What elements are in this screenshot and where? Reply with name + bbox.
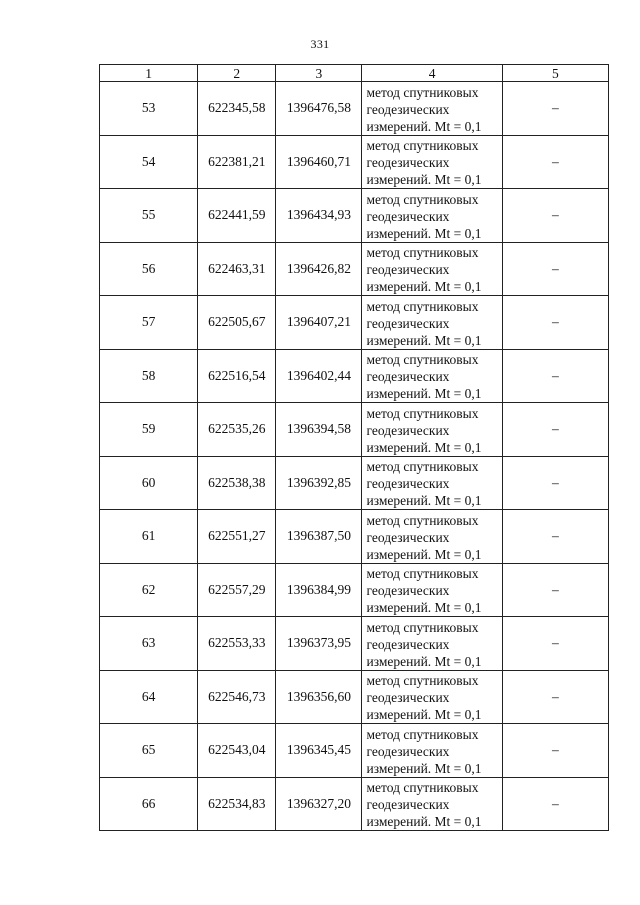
- method-line: измерений. Mt = 0,1: [366, 279, 482, 294]
- method-line: измерений. Mt = 0,1: [366, 493, 482, 508]
- note-cell: –: [502, 670, 608, 724]
- x-coordinate-cell: 622546,73: [198, 670, 276, 724]
- note-cell: –: [502, 242, 608, 296]
- table-row: [100, 82, 609, 136]
- method-line: метод спутниковых: [366, 619, 479, 635]
- method-cell: [362, 242, 502, 296]
- method-line: геодезических: [366, 583, 450, 598]
- method-line: геодезических: [366, 422, 450, 438]
- y-coordinate-cell: 1396384,99: [276, 563, 362, 617]
- table-row: [100, 189, 609, 243]
- point-number-cell: 59: [100, 403, 198, 457]
- method-cell: [362, 296, 502, 350]
- method-line: метод спутниковых: [366, 566, 479, 581]
- method-line: метод спутниковых: [366, 459, 479, 474]
- method-cell: [362, 403, 502, 457]
- page-number: 331: [310, 37, 330, 51]
- table-header-row: [100, 65, 609, 82]
- note-cell: –: [502, 403, 608, 457]
- table-body: [100, 82, 609, 831]
- y-coordinate-cell: 1396434,93: [276, 189, 362, 243]
- y-coordinate-cell: 1396387,50: [276, 510, 362, 564]
- note-cell: –: [502, 296, 608, 350]
- point-number-cell: 58: [100, 349, 198, 403]
- table-row: [100, 403, 609, 457]
- method-line: геодезических: [366, 208, 450, 224]
- point-number-cell: 61: [100, 510, 198, 564]
- method-line: геодезических: [366, 262, 450, 277]
- method-line: измерений. Mt = 0,1: [366, 386, 482, 401]
- method-line: измерений. Mt = 0,1: [366, 600, 482, 615]
- x-coordinate-cell: 622441,59: [198, 189, 276, 243]
- method-cell: [362, 670, 502, 724]
- point-number-cell: 65: [100, 724, 198, 778]
- point-number-cell: 55: [100, 189, 198, 243]
- method-line: метод спутниковых: [366, 512, 479, 528]
- point-number-cell: 54: [100, 135, 198, 189]
- y-coordinate-cell: 1396356,60: [276, 670, 362, 724]
- table-row: [100, 456, 609, 510]
- point-number-cell: 57: [100, 296, 198, 350]
- x-coordinate-cell: 622538,38: [198, 456, 276, 510]
- method-line: измерений. Mt = 0,1: [366, 118, 482, 134]
- method-line: геодезических: [366, 101, 450, 117]
- method-line: метод спутниковых: [366, 405, 479, 421]
- method-line: геодезических: [366, 743, 450, 759]
- table-row: [100, 777, 609, 831]
- point-number-cell: 60: [100, 456, 198, 510]
- header-col-1: 1: [100, 65, 198, 82]
- point-number-cell: 53: [100, 82, 198, 136]
- note-cell: –: [502, 189, 608, 243]
- method-cell: [362, 456, 502, 510]
- method-line: измерений. Mt = 0,1: [366, 172, 482, 187]
- x-coordinate-cell: 622516,54: [198, 349, 276, 403]
- y-coordinate-cell: 1396476,58: [276, 82, 362, 136]
- method-line: измерений. Mt = 0,1: [366, 653, 482, 669]
- method-line: метод спутниковых: [366, 84, 479, 100]
- method-line: измерений. Mt = 0,1: [366, 332, 482, 348]
- header-col-3: 3: [276, 65, 362, 82]
- point-number-cell: 56: [100, 242, 198, 296]
- x-coordinate-cell: 622505,67: [198, 296, 276, 350]
- y-coordinate-cell: 1396402,44: [276, 349, 362, 403]
- method-line: метод спутниковых: [366, 673, 479, 688]
- header-col-5: 5: [502, 65, 608, 82]
- method-line: измерений. Mt = 0,1: [366, 707, 482, 722]
- method-cell: [362, 617, 502, 671]
- note-cell: –: [502, 510, 608, 564]
- x-coordinate-cell: 622534,83: [198, 777, 276, 831]
- x-coordinate-cell: 622381,21: [198, 135, 276, 189]
- x-coordinate-cell: 622553,33: [198, 617, 276, 671]
- point-number-cell: 63: [100, 617, 198, 671]
- method-cell: [362, 189, 502, 243]
- y-coordinate-cell: 1396345,45: [276, 724, 362, 778]
- coordinates-table: [99, 64, 609, 831]
- y-coordinate-cell: 1396327,20: [276, 777, 362, 831]
- header-col-2: 2: [198, 65, 276, 82]
- method-line: метод спутниковых: [366, 726, 479, 742]
- method-line: геодезических: [366, 369, 450, 384]
- y-coordinate-cell: 1396460,71: [276, 135, 362, 189]
- method-cell: [362, 82, 502, 136]
- method-line: измерений. Mt = 0,1: [366, 225, 482, 241]
- method-cell: [362, 777, 502, 831]
- method-line: метод спутниковых: [366, 352, 479, 367]
- x-coordinate-cell: 622543,04: [198, 724, 276, 778]
- table-row: [100, 349, 609, 403]
- x-coordinate-cell: 622463,31: [198, 242, 276, 296]
- method-cell: [362, 724, 502, 778]
- method-line: метод спутниковых: [366, 245, 479, 260]
- y-coordinate-cell: 1396392,85: [276, 456, 362, 510]
- note-cell: –: [502, 135, 608, 189]
- method-line: геодезических: [366, 315, 450, 331]
- note-cell: –: [502, 563, 608, 617]
- note-cell: –: [502, 349, 608, 403]
- point-number-cell: 64: [100, 670, 198, 724]
- note-cell: –: [502, 777, 608, 831]
- note-cell: –: [502, 724, 608, 778]
- method-line: измерений. Mt = 0,1: [366, 760, 482, 776]
- note-cell: –: [502, 82, 608, 136]
- method-cell: [362, 563, 502, 617]
- y-coordinate-cell: 1396394,58: [276, 403, 362, 457]
- method-line: метод спутниковых: [366, 191, 479, 207]
- method-line: измерений. Mt = 0,1: [366, 546, 482, 562]
- table-row: [100, 510, 609, 564]
- table-row: [100, 296, 609, 350]
- table-row: [100, 135, 609, 189]
- note-cell: –: [502, 617, 608, 671]
- table-row: [100, 617, 609, 671]
- method-line: метод спутниковых: [366, 298, 479, 314]
- point-number-cell: 66: [100, 777, 198, 831]
- method-cell: [362, 135, 502, 189]
- point-number-cell: 62: [100, 563, 198, 617]
- y-coordinate-cell: 1396373,95: [276, 617, 362, 671]
- method-line: геодезических: [366, 636, 450, 652]
- y-coordinate-cell: 1396407,21: [276, 296, 362, 350]
- table-row: [100, 670, 609, 724]
- method-cell: [362, 510, 502, 564]
- table-row: [100, 563, 609, 617]
- method-line: геодезических: [366, 529, 450, 545]
- x-coordinate-cell: 622345,58: [198, 82, 276, 136]
- method-cell: [362, 349, 502, 403]
- method-line: измерений. Mt = 0,1: [366, 439, 482, 455]
- method-line: метод спутниковых: [366, 780, 479, 795]
- method-line: метод спутниковых: [366, 138, 479, 153]
- x-coordinate-cell: 622557,29: [198, 563, 276, 617]
- y-coordinate-cell: 1396426,82: [276, 242, 362, 296]
- note-cell: –: [502, 456, 608, 510]
- header-col-4: 4: [362, 65, 502, 82]
- x-coordinate-cell: 622535,26: [198, 403, 276, 457]
- table-row: [100, 242, 609, 296]
- x-coordinate-cell: 622551,27: [198, 510, 276, 564]
- method-line: геодезических: [366, 155, 450, 170]
- method-line: геодезических: [366, 797, 450, 812]
- method-line: измерений. Mt = 0,1: [366, 814, 482, 829]
- method-line: геодезических: [366, 690, 450, 705]
- table-row: [100, 724, 609, 778]
- method-line: геодезических: [366, 476, 450, 491]
